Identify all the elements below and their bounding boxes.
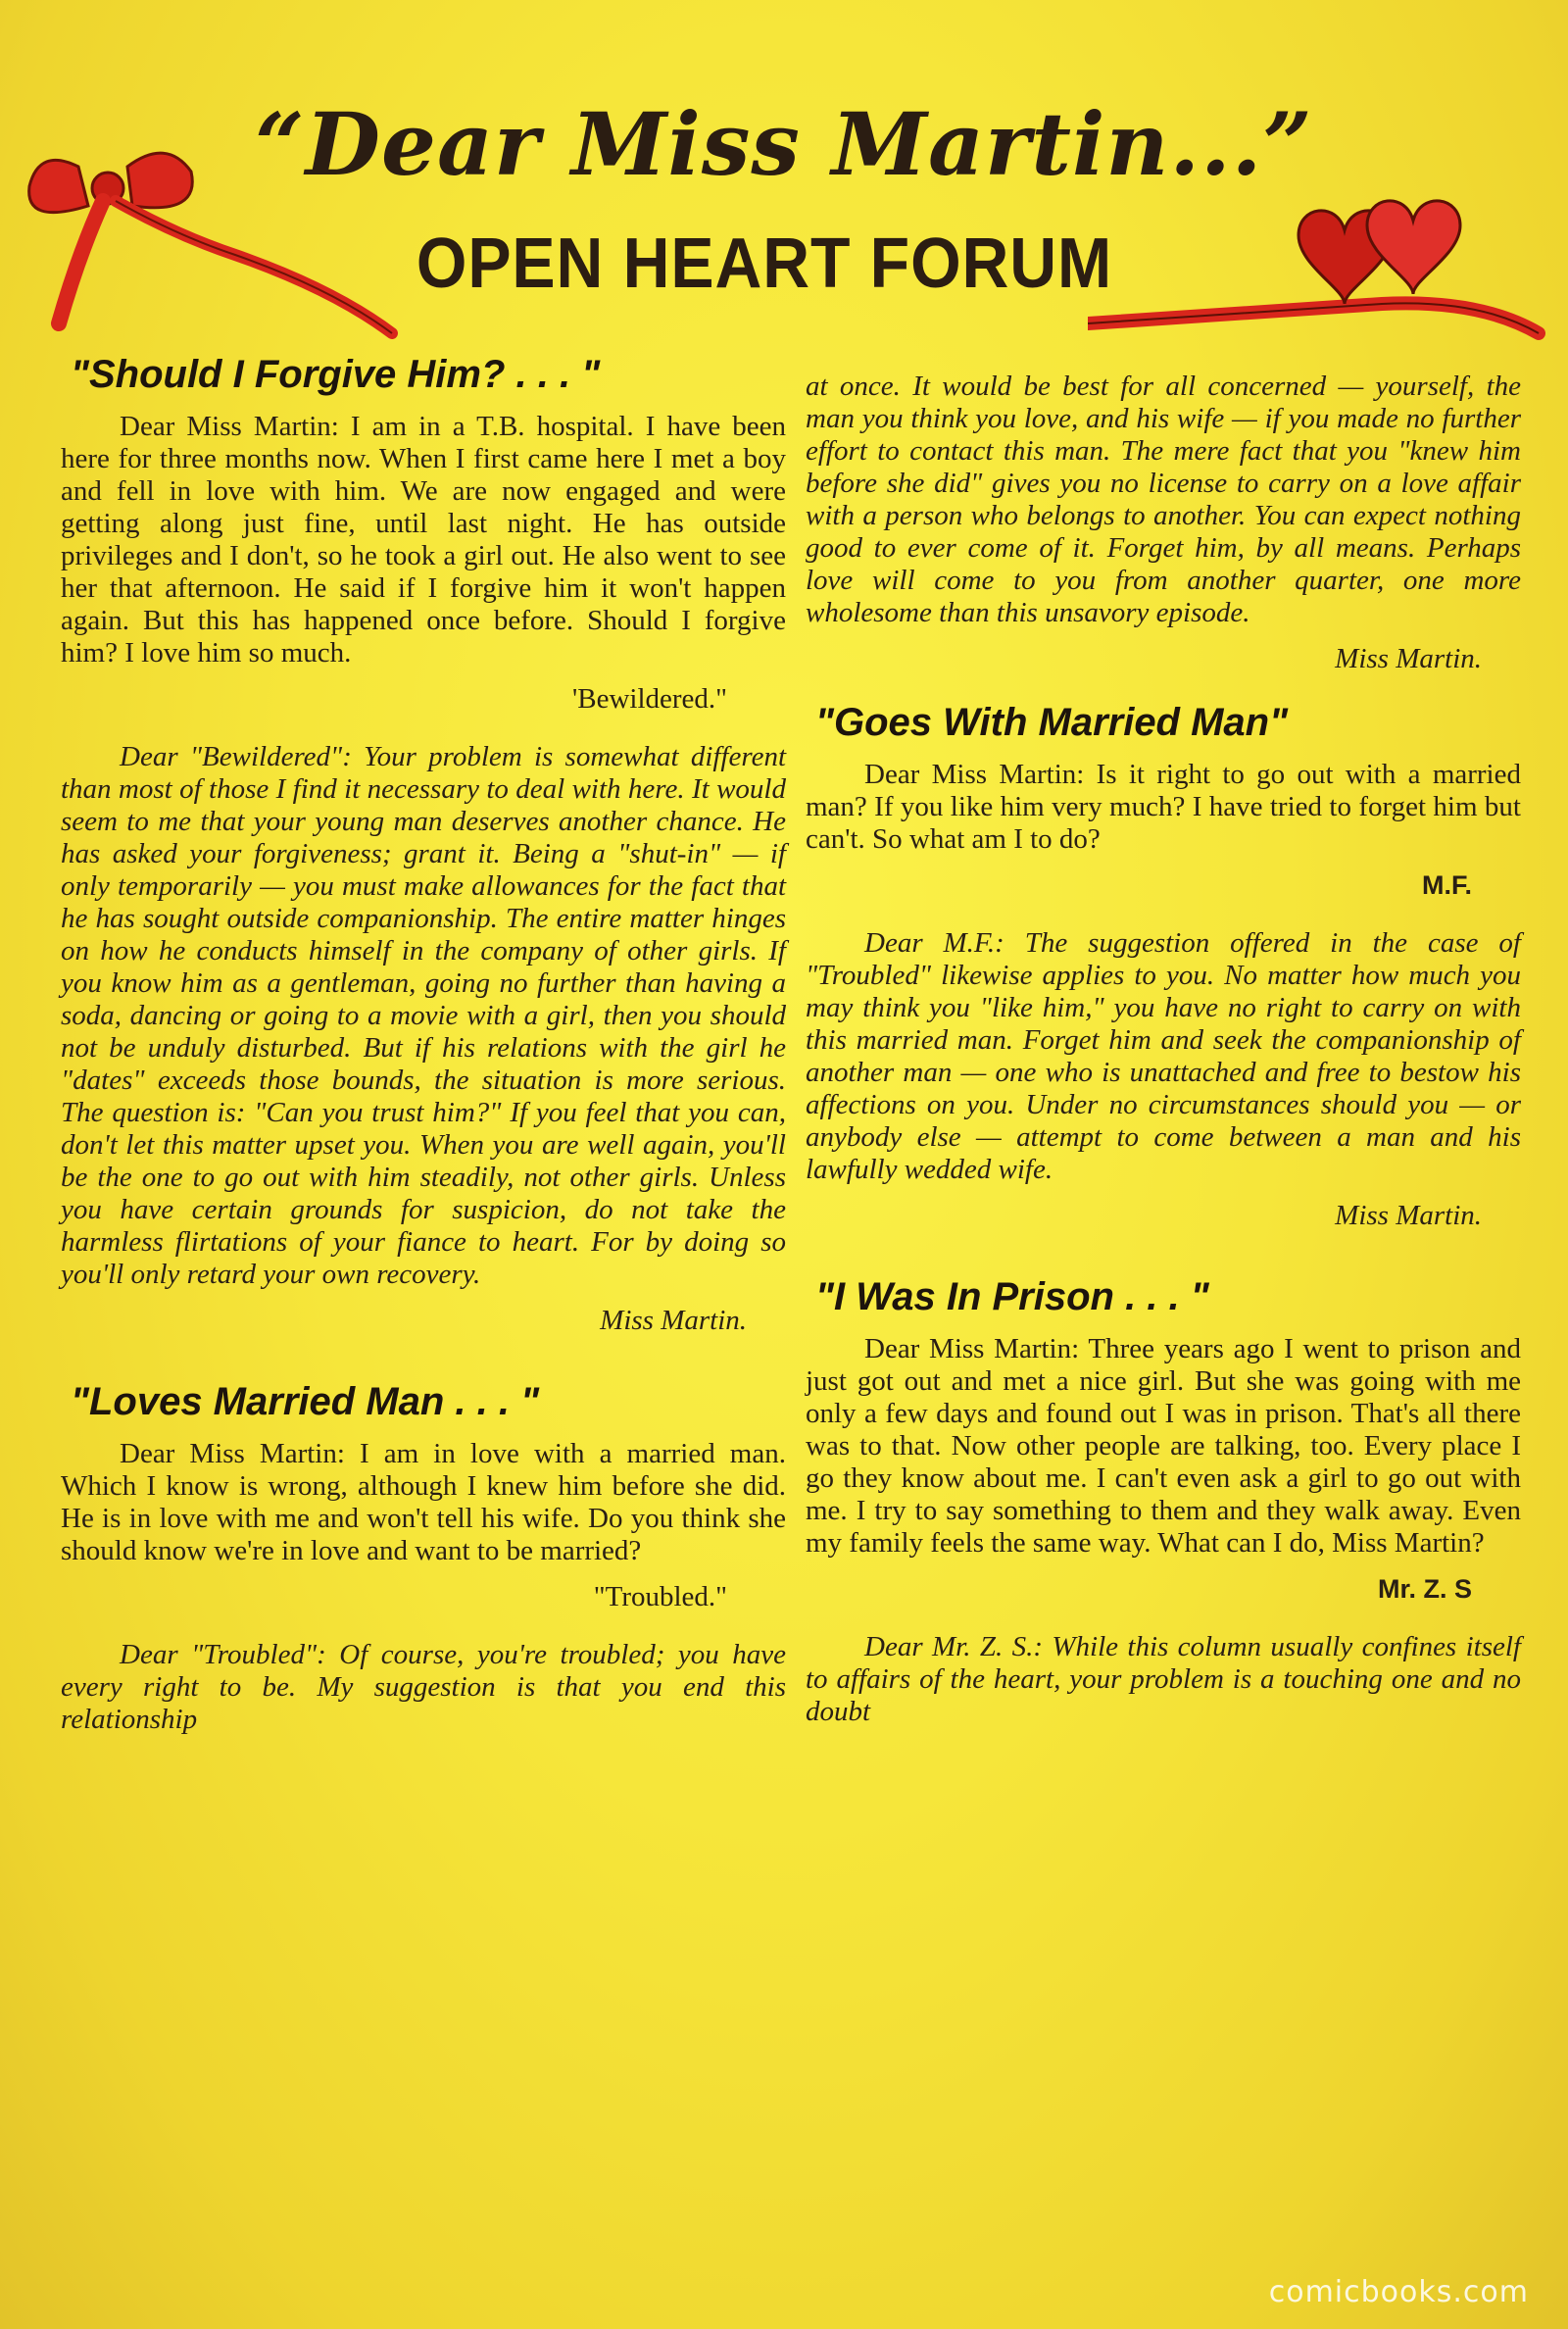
reply-signature: Miss Martin.	[600, 1305, 747, 1336]
left-column	[61, 353, 786, 1736]
letter-signature: Mr. Z. S	[1377, 1574, 1472, 1604]
letter-body: Dear Miss Martin: I am in love with a married man. Which I know is wrong, although I knew him before she did. He is in love with me and won't tell his wife. Do you think she should know we're in love and want to be married?	[61, 1438, 786, 1566]
reply-body: Dear Mr. Z. S.: While this column usually confines itself to affairs of the heart, your problem is a touching one and no doubt	[806, 1631, 1521, 1727]
letter-body: Dear Miss Martin: Is it right to go out with a married man? If you like him very much? I have tried to forget him but can't. So what am I to do?	[806, 759, 1521, 855]
page-title-forum: OPEN HEART FORUM	[416, 224, 1113, 303]
reply-body: Dear "Troubled": Of course, you're troubled; you have every right to be. My suggestion is that you end this relationship	[61, 1639, 786, 1735]
letter-body: Dear Miss Martin: I am in a T.B. hospital. I have been here for three months now. When I first came here I met a boy and fell in love with him. We are now engaged and were getting along just fine, until last night. He has outside privileges and I don't, so he took a girl out. He also went to see her that afternoon. He said if I forgive him it won't happen again. But this has happened once before. Should I forgive him? I love him so much.	[61, 411, 786, 669]
reply-signature: Miss Martin.	[1335, 643, 1482, 674]
letter-signature: "Troubled."	[593, 1581, 727, 1612]
letter-heading: "I Was In Prison . . . "	[815, 1275, 1209, 1318]
letter-body: Dear Miss Martin: Three years ago I went to prison and just got out and met a nice girl. But she was going with me only a few days and found out I was in prison. That's all there was to that. Now other people are talking, too. Every place I go they know about me. I can't even ask a girl to go out with me. I try to say something to them and they walk away. Even my family feels the same way. What can I do, Miss Martin?	[806, 1333, 1521, 1559]
page-title-script: “Dear Miss Martin...”	[255, 93, 1313, 195]
letter-heading: "Loves Married Man . . . "	[71, 1380, 540, 1423]
reply-body: Dear M.F.: The suggestion offered in the case of "Troubled" likewise applies to you. No matter how much you may think you "like him," you have no right to carry on with this married man. Forget him and seek the companionship of another man — one who is unattached and free to bestow his affections on you. Under no circumstances should you — or anybody else — attempt to come between a man and his lawfully wedded wife.	[806, 927, 1521, 1185]
reply-body-continued: at once. It would be best for all concerned — yourself, the man you think you love, and his wife — if you made no further effort to contact this man. The mere fact that you "knew him before she did" gives you no license to carry on a love affair with a person who belongs to another. You can expect nothing good to ever come of it. Forget him, by all means. Perhaps love will come to you from another quarter, one more wholesome than this unsavory episode.	[806, 371, 1521, 628]
two-hearts-icon	[1088, 196, 1548, 372]
right-column	[806, 371, 1521, 1728]
letter-heading: "Should I Forgive Him? . . . "	[71, 353, 601, 396]
reply-signature: Miss Martin.	[1335, 1200, 1482, 1231]
reply-body: Dear "Bewildered": Your problem is somewhat different than most of those I find it necessary to deal with here. It would seem to me that your young man deserves another chance. He has asked your forgiveness; grant it. Being a "shut-in" — if only temporarily — you must make allowances for the fact that he has sought outside companionship. The entire matter hinges on how he conducts himself in the company of other girls. If you know him as a gentleman, going no further than having a soda, dancing or going to a movie with a girl, then you should not be unduly disturbed. But if his relations with the girl he "dates" exceeds those bounds, the situation is more serious. The question is: "Can you trust him?" If you feel that you can, don't let this matter upset you. When you are well again, you'll be the one to go out with him steadily, not other girls. Unless you have certain grounds for suspicion, do not take the harmless flirtations of your fiance to heart. For by doing so you'll only retard your own recovery.	[61, 741, 786, 1290]
watermark-text: comicbooks.com	[1268, 2275, 1529, 2309]
letter-heading: "Goes With Married Man"	[815, 701, 1289, 744]
letter-signature: 'Bewildered."	[572, 683, 727, 715]
letter-signature: M.F.	[1422, 870, 1472, 900]
